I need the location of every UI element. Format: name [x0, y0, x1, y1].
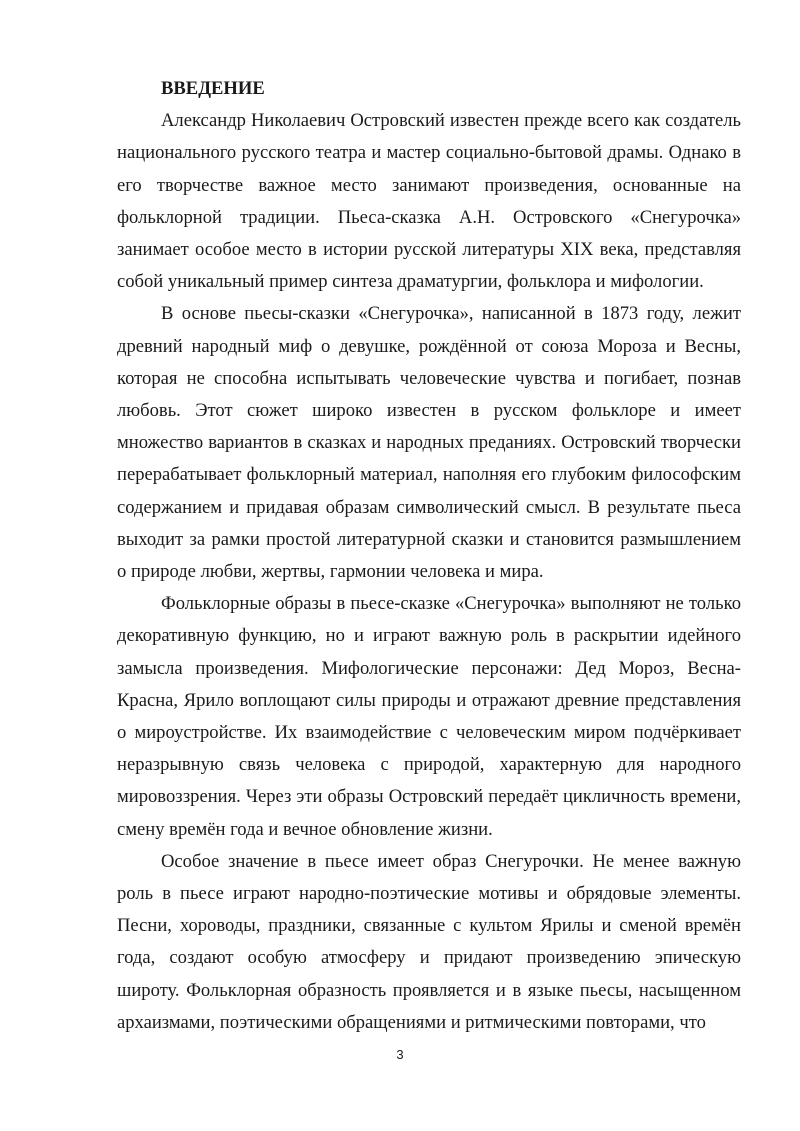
page-body — [117, 73, 741, 1039]
paragraph: В основе пьесы-сказки «Снегурочка», написанной в 1873 году, лежит древний народный миф о девушке, рождённой от союза Мороза и Весны, которая не способна испытывать человеческие чувства и погибает, познав любовь. Этот сюжет широко известен в русском фольклоре и имеет множество вариантов в сказках и народных преданиях. Островский творчески перерабатывает фольклорный материал, наполняя его глубоким философским содержанием и придавая образам символический смысл. В результате пьеса выходит за рамки простой литературной сказки и становится размышлением о природе любви, жертвы, гармонии человека и мира. — [117, 303, 741, 583]
paragraph: Фольклорные образы в пьесе-сказке «Снегурочка» выполняют не только декоративную функцию, но и играют важную роль в раскрытии идейного замысла произведения. Мифологические персонажи: Дед Мороз, Весна-Красна, Ярило воплощают силы природы и отражают древние представления о мироустройстве. Их взаимодействие с человеческим миром подчёркивает неразрывную связь человека с природой, характерную для народного мировоззрения. Через эти образы Островский передаёт цикличность времени, смену времён года и вечное обновление жизни. — [117, 593, 741, 840]
paragraph: Александр Николаевич Островский известен прежде всего как создатель национального русского театра и мастер социально-бытовой драмы. Однако в его творчестве важное место занимают произведения, основанные на фольклорной традиции. Пьеса-сказка А.Н. Островского «Снегурочка» занимает особое место в истории русской литературы XIX века, представляя собой уникальный пример синтеза драматургии, фольклора и мифологии. — [117, 110, 741, 293]
section-heading: ВВЕДЕНИЕ — [161, 78, 265, 99]
page-number: 3 — [396, 1047, 404, 1062]
paragraph: Особое значение в пьесе имеет образ Снегурочки. Не менее важную роль в пьесе играют народно-поэтические мотивы и обрядовые элементы. Песни, хороводы, праздники, связанные с культом Ярилы и сменой времён года, создают особую атмосферу и придают произведению эпическую широту. Фольклорная образность проявляется и в языке пьесы, насыщенном архаизмами, поэтическими обращениями и ритмическими повторами, что — [117, 850, 741, 1033]
